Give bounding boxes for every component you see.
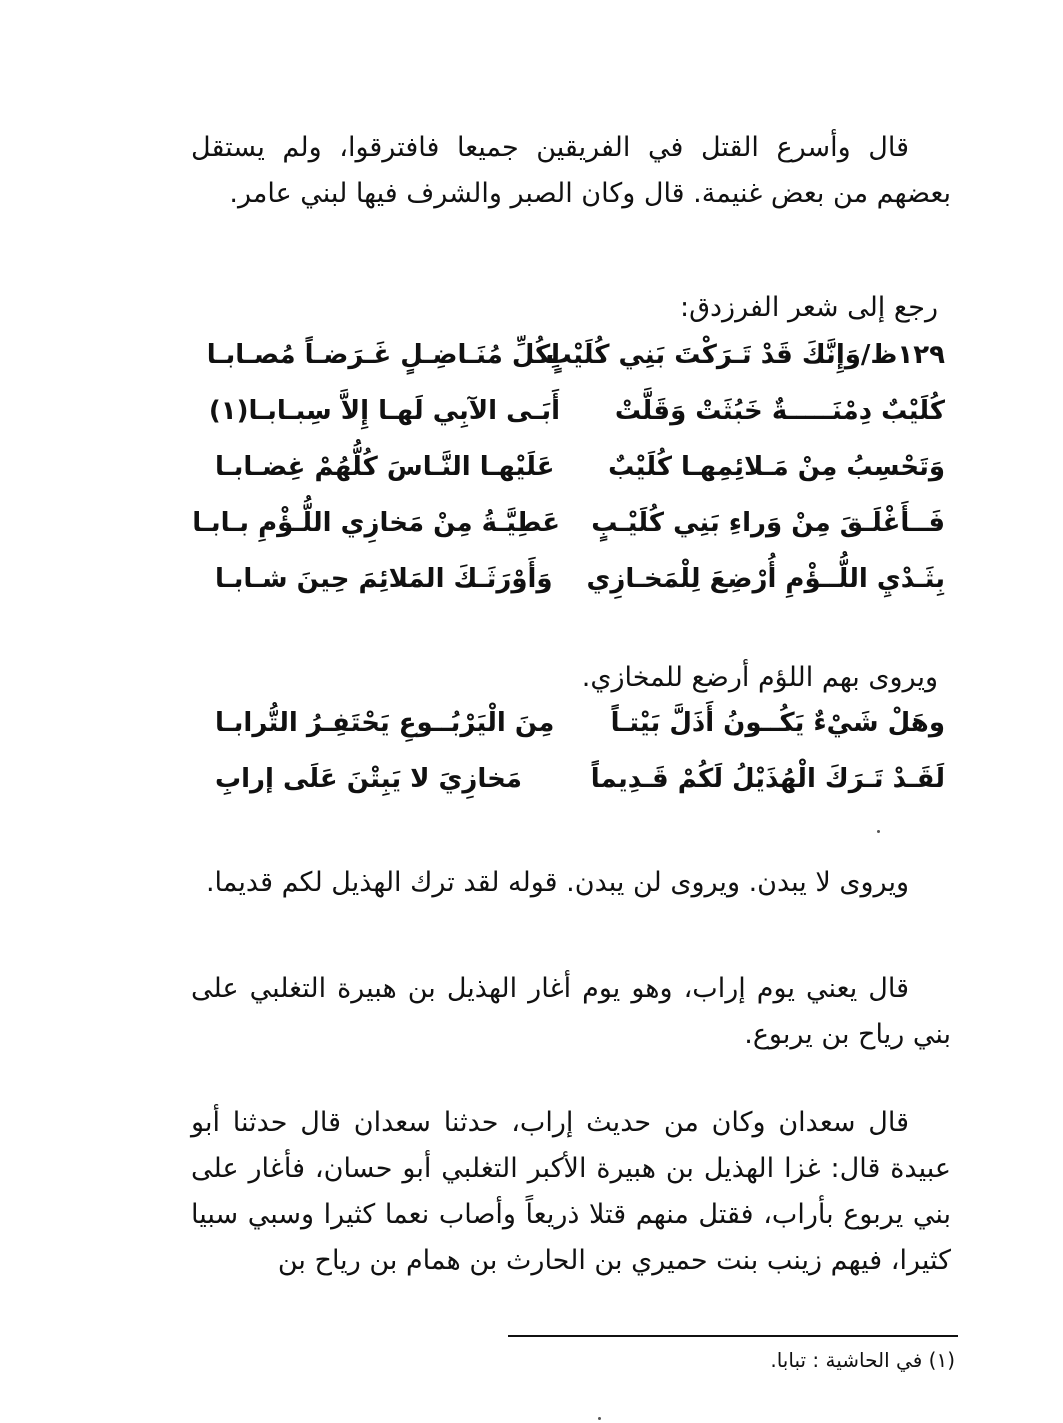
paragraph-3: قال يعني يوم إراب، وهو يوم أغار الهذيل بن هبيرة التغلبي على بني رياح بن يربوع. [191,973,951,1050]
verse-4-second-hemistich: عَطِيَّـةُ مِنْ مَخازِي اللُّـؤْمِ بـابـا [192,508,560,538]
verse-1-first-hemistich: ١٢٩ظ/وَإِنَّكَ قَدْ تَـرَكْتَ بَنِي كُلَيْبٍ [545,340,945,370]
verse-6 [215,695,945,751]
verse-2 [208,383,945,439]
paragraph-1: قال وأسرع القتل في الفريقين جميعا فافترقوا، ولم يستقل بعضهم من بعض غنيمة. قال وكان الصبر والشرف فيها لبني عامر. [191,132,951,209]
poem-1 [192,327,945,607]
poem-2 [215,695,945,807]
footnote: (١) في الحاشية : تبابا. [770,1348,955,1372]
verse-5-first-hemistich: بِثَـدْيِ اللُّــؤْمِ أُرْضِعَ لِلْمَخـازِي [586,564,945,594]
footnote-divider [508,1335,958,1337]
verse-5 [215,551,945,607]
scan-speck [877,830,880,833]
verse-7 [215,751,945,807]
scan-speck [598,1417,601,1420]
verse-6-second-hemistich: مِنَ الْيَرْبُــوعِ يَحْتَفِـرُ التُّرابـا [215,708,555,738]
verse-3-second-hemistich: عَلَيْهـا النَّـاسَ كُلُّهُمْ غِضـابـا [215,452,555,482]
paragraph-4: قال سعدان وكان من حديث إراب، حدثنا سعدان قال حدثنا أبو عبيدة قال: غزا الهذيل بن هبيرة الأكبر التغلبي أبو حسان، فأغار على بني يربوع بأراب، فقتل منهم قتلا ذريعاً وأصاب نعما كثيرا وسبي سبيا كثيرا، فيهم زينب بنت حميري بن الحارث بن همام بن رياح بن [191,1107,951,1276]
verse-1 [206,327,945,383]
paragraph-2: ويروى لا يبدن. ويروى لن يبدن. قوله لقد ترك الهذيل لكم قديما. [205,867,909,898]
verse-7-second-hemistich: مَخازِيَ لا يَبِتْنَ عَلَى إرابِ [215,764,522,794]
verse-2-first-hemistich: كُلَيْبٌ دِمْنَـــــةٌ خَبُثَتْ وَقَلَّتْ [614,396,945,426]
verse-2-second-hemistich: أَبَـى الآبِي لَهـا إِلاَّ سِبـابـا(١) [208,396,560,426]
verse-7-first-hemistich: لَقَـدْ تَـرَكَ الْهُذَيْلُ لَكُمْ قَـدِيماً [590,764,945,794]
verse-3-first-hemistich: وَتَحْسِبُ مِنْ مَـلائِمِهـا كُلَيْبٌ [608,452,945,482]
verse-6-first-hemistich: وهَلْ شَيْءٌ يَكُــونُ أَذَلَّ بَيْتـاً [610,708,945,738]
verse-1-second-hemistich: لِكُلِّ مُنَـاضِـلٍ غَـرَضـاً مُصـابـا [206,340,560,370]
verse-3 [215,439,945,495]
poem-intro-2: ويروى بهم اللؤم أرضع للمخازي. [581,662,938,693]
verse-4-first-hemistich: فَــأَغْلَـقَ مِنْ وَراءِ بَنِي كُلَيْـبٍ [591,508,945,538]
verse-4 [192,495,945,551]
verse-5-second-hemistich: وَأَوْرَثَـكَ المَلائِمَ حِينَ شـابـا [215,564,553,594]
poem-intro-1: رجع إلى شعر الفرزدق: [679,292,938,323]
